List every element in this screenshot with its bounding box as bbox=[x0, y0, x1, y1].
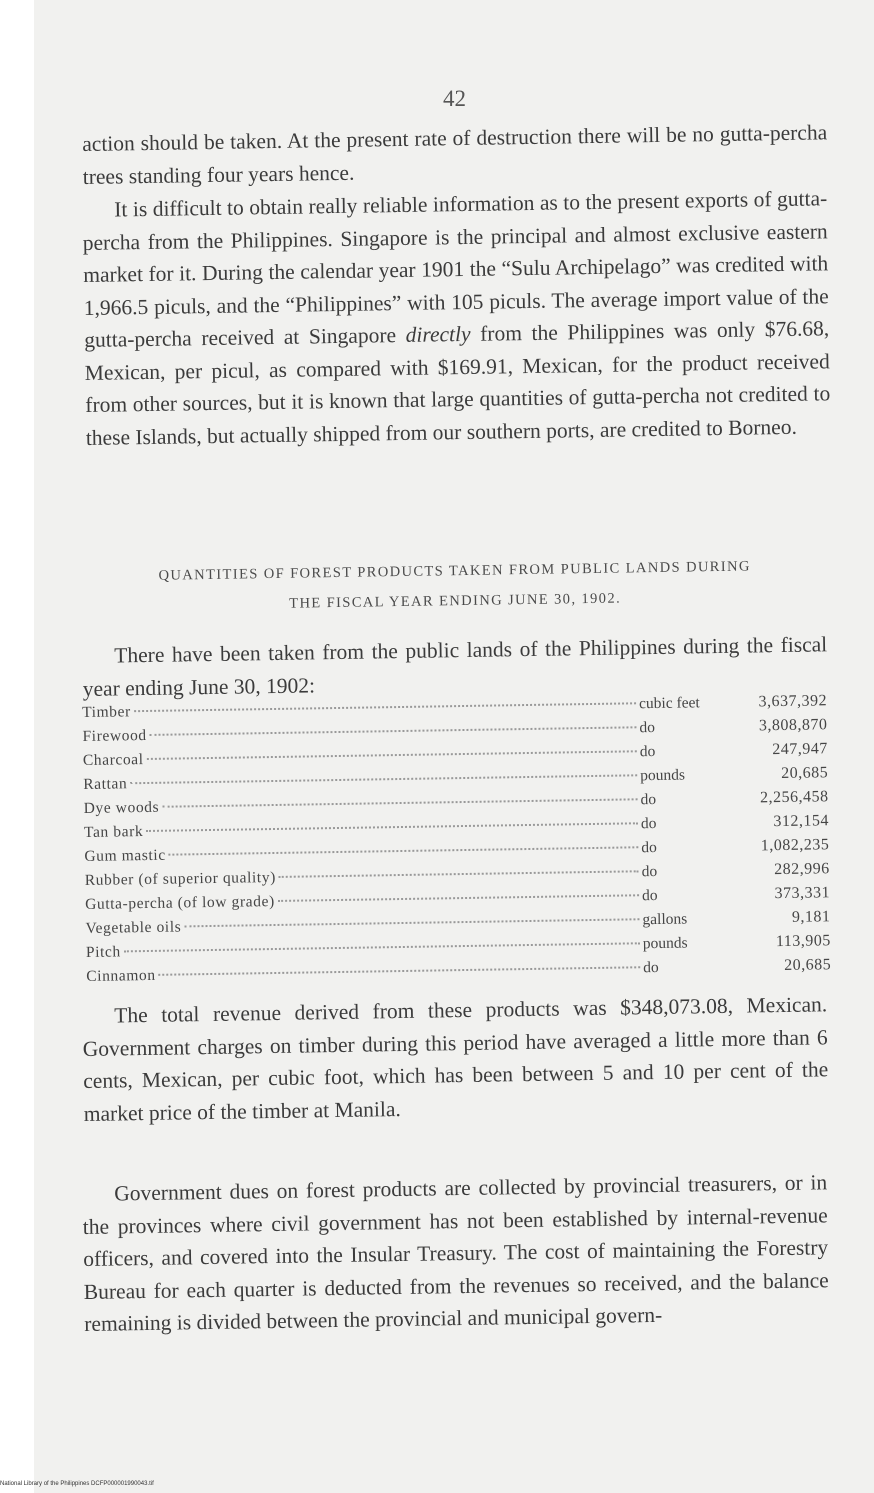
dot-leader bbox=[124, 942, 640, 952]
product-quantity: 373,331 bbox=[774, 884, 831, 903]
product-unit: pounds bbox=[640, 766, 686, 785]
product-unit: do bbox=[640, 790, 657, 809]
paragraph-exports bbox=[82, 182, 831, 454]
intro-text: There have been taken from the public lands of the Philippines during the fiscal year ending June 30, 1902: bbox=[82, 632, 828, 701]
product-unit: do bbox=[641, 838, 657, 857]
dot-leader bbox=[147, 750, 637, 760]
paragraph-2-part-2: from the Philippines was only $76.68, Mexican, per picul, as compared with $169.91, Mexican, for the product received from other sources, but it is known that large quantities of gutta-percha not credited to these Islands, but actually shipped from our southern ports, are credited to Borneo. bbox=[84, 316, 831, 450]
product-name: Rattan bbox=[83, 775, 128, 793]
product-unit: gallons bbox=[642, 910, 688, 929]
dot-leader bbox=[184, 918, 639, 927]
heading-line-2: THE FISCAL YEAR ENDING JUNE 30, 1902. bbox=[289, 590, 622, 612]
paragraph-dues bbox=[82, 1166, 829, 1340]
product-quantity: 113,905 bbox=[775, 932, 831, 951]
product-quantity: 20,685 bbox=[781, 764, 829, 783]
product-quantity: 9,181 bbox=[791, 908, 831, 926]
heading-line-1: QUANTITIES OF FOREST PRODUCTS TAKEN FROM PUBLIC LANDS DURING bbox=[158, 558, 751, 584]
product-name: Rubber (of superior quality) bbox=[84, 868, 277, 889]
paragraph-2-part-1: It is difficult to obtain really reliable information as to the present exports of gutta-percha from the Philippines. Singapore is the principal and almost exclusive eastern market for it. During the calendar year 1901 the “Sulu Archipelago” was credited with 1,966.5 piculs, and the “Philippines” with 105 piculs. The average import value of the gutta-percha received at Singapore bbox=[82, 186, 829, 352]
product-unit: cubic feet bbox=[638, 694, 700, 713]
product-unit: do bbox=[641, 886, 658, 905]
dot-leader bbox=[279, 870, 639, 878]
dot-leader bbox=[159, 966, 641, 976]
product-unit: do bbox=[640, 814, 657, 833]
product-name: Cinnamon bbox=[86, 966, 156, 985]
product-name: Gum mastic bbox=[84, 846, 166, 865]
product-name: Charcoal bbox=[82, 751, 144, 769]
product-name: Timber bbox=[82, 703, 131, 721]
product-name: Pitch bbox=[85, 943, 121, 961]
dot-leader bbox=[278, 894, 639, 902]
paragraph-1-text: action should be taken. At the present rate of destruction there will be no gutta-percha trees standing four years hence. bbox=[82, 120, 828, 189]
section-heading bbox=[82, 550, 828, 622]
dot-leader bbox=[169, 846, 639, 855]
paragraph-3-text: The total revenue derived from these products was $348,073.08, Mexican. Government charges on timber during this period have averaged a little more than 6 cents, Mexican, per cubic foot, which has been between 5 and 10 per cent of the market price of the timber at Manila. bbox=[82, 992, 829, 1126]
product-quantity: 247,947 bbox=[772, 740, 828, 759]
product-quantity: 3,637,392 bbox=[758, 692, 828, 711]
dot-leader bbox=[162, 798, 637, 807]
product-name: Tan bark bbox=[83, 823, 144, 841]
product-unit: do bbox=[639, 743, 656, 761]
paragraph-2-italic: directly bbox=[405, 321, 471, 347]
product-quantity: 20,685 bbox=[784, 956, 832, 975]
product-quantity: 1,082,235 bbox=[760, 836, 830, 855]
product-quantity: 282,996 bbox=[774, 860, 830, 879]
product-name: Firewood bbox=[82, 726, 147, 745]
product-quantity: 312,154 bbox=[773, 812, 830, 831]
product-name: Vegetable oils bbox=[85, 918, 182, 937]
paragraph-destruction bbox=[82, 116, 828, 193]
product-name: Gutta-percha (of low grade) bbox=[85, 892, 275, 913]
dot-leader bbox=[130, 774, 637, 784]
dot-leader bbox=[146, 822, 638, 832]
product-quantity: 3,808,870 bbox=[758, 716, 828, 735]
paragraph-4-text: Government dues on forest products are collected by provincial treasurers, or in the provinces where civil government has not been established by internal-revenue officers, and covered into the Insular Treasury. The cost of maintaining the Forestry Bureau for each quarter is deducted from the revenues so received, and the balance remaining is divided between the provincial and municipal govern- bbox=[82, 1170, 829, 1336]
product-unit: do bbox=[639, 719, 656, 737]
document-page bbox=[34, 0, 874, 1493]
products-table bbox=[82, 692, 831, 992]
paragraph-revenue bbox=[82, 988, 829, 1130]
product-quantity: 2,256,458 bbox=[759, 788, 829, 807]
product-unit: do bbox=[643, 958, 659, 977]
product-name: Dye woods bbox=[83, 798, 160, 817]
product-unit: pounds bbox=[642, 934, 688, 953]
product-unit: do bbox=[641, 862, 658, 881]
scan-footer-note: National Library of the Philippines DCFP000001990043.tif bbox=[0, 1481, 154, 1487]
dot-leader bbox=[134, 702, 636, 712]
paragraph-2-text bbox=[82, 182, 831, 454]
dot-leader bbox=[150, 726, 637, 736]
page-number: 42 bbox=[443, 86, 466, 111]
